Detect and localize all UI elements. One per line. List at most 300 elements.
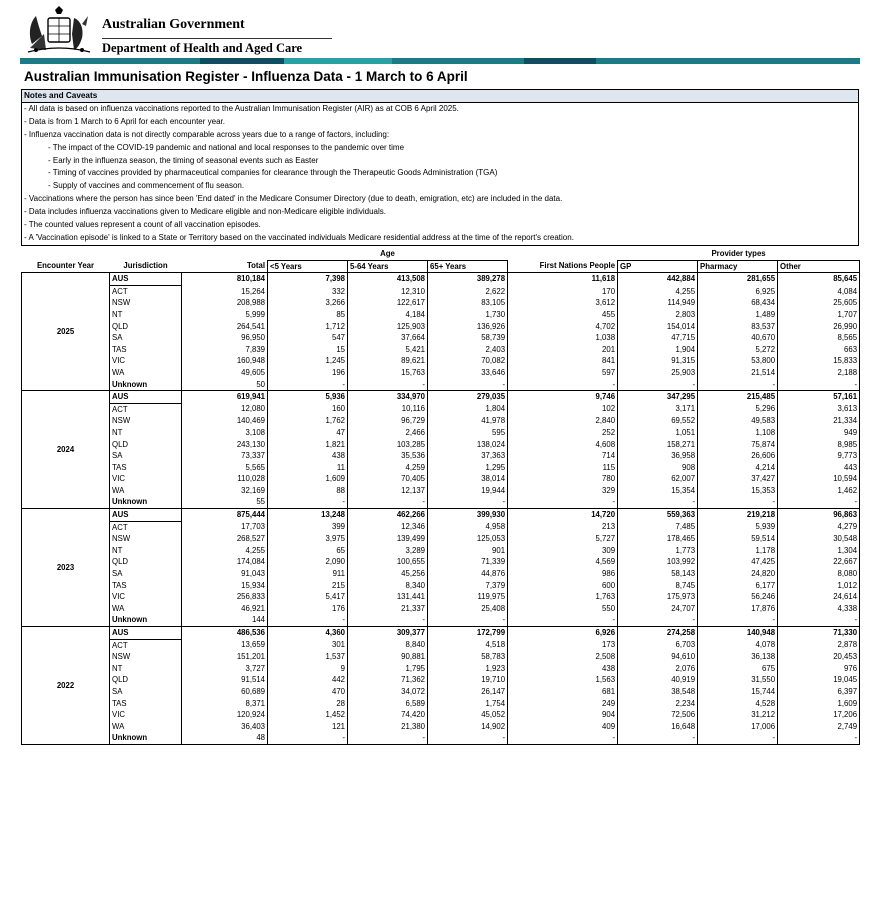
value-cell: 901 [428, 545, 508, 557]
table-row [22, 614, 860, 626]
value-cell: 125,903 [348, 321, 428, 333]
value-cell: 1,178 [698, 545, 778, 557]
jurisdiction-cell: ACT [112, 404, 128, 414]
table-row [22, 603, 860, 615]
value-cell: 1,563 [508, 674, 618, 686]
value-cell: 6,177 [698, 580, 778, 592]
note-line: - The counted values represent a count of all vaccination episodes. [24, 220, 261, 230]
value-cell: 14,720 [508, 509, 618, 522]
value-cell: 1,712 [268, 321, 348, 333]
value-cell: 8,080 [778, 568, 860, 580]
value-cell: - [428, 496, 508, 508]
jurisdiction-cell: Unknown [110, 496, 182, 508]
value-cell: - [698, 614, 778, 626]
table-row [22, 568, 860, 580]
value-cell: 256,833 [182, 591, 268, 603]
value-cell: 138,024 [428, 439, 508, 451]
jurisdiction-cell: TAS [112, 698, 127, 708]
table-row [22, 415, 860, 427]
value-cell: 976 [778, 663, 860, 675]
value-cell: 71,339 [428, 556, 508, 568]
table-row [22, 273, 860, 286]
note-line: - Data includes influenza vaccinations given to Medicare eligible and non-Medicare eligible individuals. [24, 207, 386, 217]
value-cell: 120,924 [182, 709, 268, 721]
value-cell: 37,664 [348, 332, 428, 344]
value-cell: 55 [182, 496, 268, 508]
value-cell: 334,970 [348, 391, 428, 404]
value-cell: 1,012 [778, 580, 860, 592]
value-cell: 12,346 [348, 521, 428, 533]
jurisdiction-cell: NSW [112, 416, 131, 426]
value-cell: 904 [508, 709, 618, 721]
value-cell: 4,279 [778, 521, 860, 533]
value-cell: 22,667 [778, 556, 860, 568]
value-cell: 17,876 [698, 603, 778, 615]
value-cell: 140,469 [182, 415, 268, 427]
table-row [22, 391, 860, 404]
value-cell: 619,941 [182, 391, 268, 404]
value-cell: - [348, 732, 428, 744]
value-cell: 1,609 [778, 698, 860, 710]
value-cell: 53,800 [698, 355, 778, 367]
value-cell: 91,514 [182, 674, 268, 686]
value-cell: 438 [268, 450, 348, 462]
value-cell: 19,045 [778, 674, 860, 686]
table-row [22, 580, 860, 592]
value-cell: 4,958 [428, 521, 508, 533]
value-cell: 15,763 [348, 367, 428, 379]
value-cell: 4,608 [508, 439, 618, 451]
value-cell: - [778, 379, 860, 391]
value-cell: 59,514 [698, 533, 778, 545]
value-cell: 1,295 [428, 462, 508, 474]
value-cell: 15,264 [182, 285, 268, 297]
encounter-year-cell: 2023 [22, 509, 110, 627]
value-cell: 8,371 [182, 698, 268, 710]
value-cell: 5,417 [268, 591, 348, 603]
value-cell: - [428, 732, 508, 744]
jurisdiction-cell: SA [112, 451, 123, 461]
value-cell: 25,408 [428, 603, 508, 615]
value-cell: 74,420 [348, 709, 428, 721]
value-cell: - [508, 379, 618, 391]
table-row [22, 309, 860, 321]
value-cell: 25,903 [618, 367, 698, 379]
value-cell: 7,485 [618, 521, 698, 533]
table-row [22, 556, 860, 568]
value-cell: 85 [268, 309, 348, 321]
value-cell: 9,746 [508, 391, 618, 404]
value-cell: 71,362 [348, 674, 428, 686]
value-cell: 174,084 [182, 556, 268, 568]
note-line: - All data is based on influenza vaccinations reported to the Australian Immunisation Register (AIR) as at COB 6 April 2025. [24, 104, 459, 113]
col-first-nations: First Nations People [508, 260, 618, 273]
value-cell: 90,881 [348, 651, 428, 663]
value-cell: 2,749 [778, 721, 860, 733]
value-cell: 663 [778, 344, 860, 356]
value-cell: 41,978 [428, 415, 508, 427]
value-cell: 986 [508, 568, 618, 580]
value-cell: 201 [508, 344, 618, 356]
value-cell: 75,874 [698, 439, 778, 451]
value-cell: - [268, 496, 348, 508]
value-cell: - [618, 379, 698, 391]
value-cell: 399,930 [428, 509, 508, 522]
value-cell: 110,028 [182, 473, 268, 485]
value-cell: 8,840 [348, 639, 428, 651]
table-row [22, 403, 860, 415]
jurisdiction-cell: WA [112, 721, 125, 731]
jurisdiction-cell: TAS [112, 580, 127, 590]
value-cell: 347,295 [618, 391, 698, 404]
value-cell: 26,147 [428, 686, 508, 698]
stripe-segment [392, 58, 524, 64]
value-cell: - [348, 496, 428, 508]
encounter-year-cell: 2024 [22, 391, 110, 509]
value-cell: 908 [618, 462, 698, 474]
jurisdiction-cell: QLD [112, 557, 129, 567]
value-cell: 144 [182, 614, 268, 626]
value-cell: 12,080 [182, 403, 268, 415]
value-cell: 332 [268, 285, 348, 297]
value-cell: 2,076 [618, 663, 698, 675]
value-cell: 215,485 [698, 391, 778, 404]
value-cell: 2,234 [618, 698, 698, 710]
department-name: Department of Health and Aged Care [102, 41, 303, 55]
value-cell: 38,548 [618, 686, 698, 698]
table-row [22, 450, 860, 462]
col-other: Other [778, 260, 860, 273]
jurisdiction-cell: NSW [112, 298, 131, 308]
table-row [22, 321, 860, 333]
stripe-segment [200, 58, 284, 64]
value-cell: 89,621 [348, 355, 428, 367]
value-cell: 24,614 [778, 591, 860, 603]
value-cell: 4,702 [508, 321, 618, 333]
col-jurisdiction: Jurisdiction [110, 260, 182, 273]
value-cell: 2,466 [348, 427, 428, 439]
value-cell: 72,506 [618, 709, 698, 721]
value-cell: 547 [268, 332, 348, 344]
col-encounter-year: Encounter Year [22, 260, 110, 273]
value-cell: 219,218 [698, 509, 778, 522]
col-pharmacy: Pharmacy [698, 260, 778, 273]
note-line: - Data is from 1 March to 6 April for each encounter year. [24, 116, 225, 126]
value-cell: 264,541 [182, 321, 268, 333]
value-cell: 4,078 [698, 639, 778, 651]
stripe-segment [20, 58, 200, 64]
value-cell: 1,108 [698, 427, 778, 439]
value-cell: 1,304 [778, 545, 860, 557]
value-cell: 19,710 [428, 674, 508, 686]
value-cell: 15,353 [698, 485, 778, 497]
value-cell: 83,537 [698, 321, 778, 333]
table-row [22, 627, 860, 640]
value-cell: 252 [508, 427, 618, 439]
jurisdiction-cell: TAS [112, 344, 127, 354]
stripe-segment [596, 58, 860, 64]
value-cell: 73,337 [182, 450, 268, 462]
value-cell: 281,655 [698, 273, 778, 286]
value-cell: 1,462 [778, 485, 860, 497]
value-cell: 15,934 [182, 580, 268, 592]
value-cell: 7,379 [428, 580, 508, 592]
value-cell: 13,248 [268, 509, 348, 522]
value-cell: 1,821 [268, 439, 348, 451]
value-cell: 58,143 [618, 568, 698, 580]
jurisdiction-cell: NT [112, 427, 123, 437]
value-cell: 8,340 [348, 580, 428, 592]
jurisdiction-cell: ACT [112, 286, 128, 296]
government-name: Australian Government [102, 17, 245, 32]
value-cell: 26,606 [698, 450, 778, 462]
value-cell: 4,360 [268, 627, 348, 640]
table-row [22, 297, 860, 309]
value-cell: 309,377 [348, 627, 428, 640]
value-cell: 681 [508, 686, 618, 698]
value-cell: 841 [508, 355, 618, 367]
value-cell: - [618, 496, 698, 508]
value-cell: 17,006 [698, 721, 778, 733]
table-row [22, 355, 860, 367]
value-cell: 1,537 [268, 651, 348, 663]
notes-heading: Notes and Caveats [22, 90, 858, 103]
value-cell: 559,363 [618, 509, 698, 522]
value-cell: 45,052 [428, 709, 508, 721]
note-line: - Vaccinations where the person has since been 'End dated' in the Medicare Consumer Directory (due to death, emigration, etc) are included in the data. [24, 194, 563, 204]
jurisdiction-cell: VIC [112, 474, 125, 484]
table-body [22, 273, 860, 745]
jurisdiction-cell: AUS [110, 627, 182, 640]
jurisdiction-cell: QLD [112, 321, 129, 331]
coat-of-arms-icon [22, 4, 96, 56]
value-cell: 36,958 [618, 450, 698, 462]
value-cell: 2,803 [618, 309, 698, 321]
value-cell: 443 [778, 462, 860, 474]
value-cell: 1,795 [348, 663, 428, 675]
value-cell: 13,659 [182, 639, 268, 651]
value-cell: 58,739 [428, 332, 508, 344]
value-cell: 11 [268, 462, 348, 474]
value-cell: 5,939 [698, 521, 778, 533]
value-cell: 85,645 [778, 273, 860, 286]
value-cell: - [778, 732, 860, 744]
value-cell: 17,703 [182, 521, 268, 533]
table-row [22, 285, 860, 297]
value-cell: 114,949 [618, 297, 698, 309]
value-cell: 196 [268, 367, 348, 379]
jurisdiction-cell: QLD [112, 439, 129, 449]
value-cell: 33,646 [428, 367, 508, 379]
value-cell: 140,948 [698, 627, 778, 640]
value-cell: 25,605 [778, 297, 860, 309]
value-cell: 780 [508, 473, 618, 485]
value-cell: 268,527 [182, 533, 268, 545]
jurisdiction-cell: SA [112, 333, 123, 343]
value-cell: - [778, 614, 860, 626]
value-cell: 1,773 [618, 545, 698, 557]
value-cell: 1,707 [778, 309, 860, 321]
value-cell: 4,518 [428, 639, 508, 651]
value-cell: 96,729 [348, 415, 428, 427]
value-cell: 21,380 [348, 721, 428, 733]
value-cell: 1,804 [428, 403, 508, 415]
value-cell: 595 [428, 427, 508, 439]
jurisdiction-cell: Unknown [110, 732, 182, 744]
note-line: - A 'Vaccination episode' is linked to a State or Territory based on the vaccinated individuals Medicare residential address at the time of the report's creation. [24, 232, 574, 242]
value-cell: - [698, 496, 778, 508]
note-line: - The impact of the COVID-19 pandemic and national and local responses to the pandemic over time [48, 142, 405, 152]
value-cell: 91,043 [182, 568, 268, 580]
jurisdiction-cell: QLD [112, 675, 129, 685]
value-cell: 102 [508, 403, 618, 415]
value-cell: 442,884 [618, 273, 698, 286]
value-cell: 1,038 [508, 332, 618, 344]
value-cell: - [778, 496, 860, 508]
value-cell: 96,863 [778, 509, 860, 522]
value-cell: 12,310 [348, 285, 428, 297]
stripe-segment [524, 58, 596, 64]
value-cell: 47,425 [698, 556, 778, 568]
value-cell: 38,014 [428, 473, 508, 485]
age-group-header: Age [268, 248, 508, 260]
column-header-row [22, 260, 860, 273]
value-cell: 151,201 [182, 651, 268, 663]
jurisdiction-cell: NT [112, 309, 123, 319]
value-cell: 1,762 [268, 415, 348, 427]
value-cell: 4,255 [618, 285, 698, 297]
value-cell: 597 [508, 367, 618, 379]
jurisdiction-cell: NT [112, 663, 123, 673]
value-cell: 4,084 [778, 285, 860, 297]
value-cell: 115 [508, 462, 618, 474]
value-cell: - [348, 379, 428, 391]
value-cell: 2,878 [778, 639, 860, 651]
value-cell: 4,528 [698, 698, 778, 710]
value-cell: 16,648 [618, 721, 698, 733]
table-row [22, 533, 860, 545]
value-cell: 36,138 [698, 651, 778, 663]
note-line: - Influenza vaccination data is not directly comparable across years due to a range of factors, including: [24, 129, 390, 139]
value-cell: 20,453 [778, 651, 860, 663]
value-cell: 3,289 [348, 545, 428, 557]
table-row [22, 439, 860, 451]
value-cell: 329 [508, 485, 618, 497]
value-cell: 243,130 [182, 439, 268, 451]
provider-group-header: Provider types [618, 248, 860, 260]
value-cell: 1,489 [698, 309, 778, 321]
value-cell: 160 [268, 403, 348, 415]
value-cell: - [428, 614, 508, 626]
jurisdiction-cell: NSW [112, 534, 131, 544]
jurisdiction-cell: SA [112, 686, 123, 696]
value-cell: 46,921 [182, 603, 268, 615]
value-cell: 28 [268, 698, 348, 710]
value-cell: - [508, 732, 618, 744]
table-row [22, 367, 860, 379]
value-cell: 15,744 [698, 686, 778, 698]
value-cell: 30,548 [778, 533, 860, 545]
value-cell: 11,618 [508, 273, 618, 286]
value-cell: - [508, 496, 618, 508]
value-cell: 94,610 [618, 651, 698, 663]
value-cell: 21,337 [348, 603, 428, 615]
value-cell: 5,296 [698, 403, 778, 415]
table-row [22, 591, 860, 603]
value-cell: 103,992 [618, 556, 698, 568]
value-cell: 50 [182, 379, 268, 391]
note-line: - Supply of vaccines and commencement of flu season. [48, 181, 245, 191]
notes-list [22, 103, 858, 245]
value-cell: 9 [268, 663, 348, 675]
value-cell: 47,715 [618, 332, 698, 344]
value-cell: 3,612 [508, 297, 618, 309]
notes-panel [21, 89, 859, 246]
value-cell: 122,617 [348, 297, 428, 309]
value-cell: 2,622 [428, 285, 508, 297]
value-cell: 213 [508, 521, 618, 533]
value-cell: 1,245 [268, 355, 348, 367]
value-cell: 1,904 [618, 344, 698, 356]
table-row [22, 674, 860, 686]
value-cell: 3,613 [778, 403, 860, 415]
table-row [22, 473, 860, 485]
col-under5: <5 Years [268, 260, 348, 273]
value-cell: 24,707 [618, 603, 698, 615]
value-cell: 413,508 [348, 273, 428, 286]
value-cell: 56,246 [698, 591, 778, 603]
table-row [22, 663, 860, 675]
jurisdiction-cell: SA [112, 569, 123, 579]
value-cell: 37,363 [428, 450, 508, 462]
header [20, 4, 860, 60]
value-cell: 49,583 [698, 415, 778, 427]
value-cell: 2,090 [268, 556, 348, 568]
value-cell: 96,950 [182, 332, 268, 344]
value-cell: 4,184 [348, 309, 428, 321]
value-cell: - [508, 614, 618, 626]
value-cell: 274,258 [618, 627, 698, 640]
value-cell: 48 [182, 732, 268, 744]
value-cell: 309 [508, 545, 618, 557]
value-cell: 176 [268, 603, 348, 615]
value-cell: - [268, 732, 348, 744]
value-cell: 3,266 [268, 297, 348, 309]
jurisdiction-cell: ACT [112, 522, 128, 532]
page-title: Australian Immunisation Register - Influenza Data - 1 March to 6 April [24, 69, 468, 84]
table-row [22, 521, 860, 533]
value-cell: 4,569 [508, 556, 618, 568]
jurisdiction-cell: AUS [110, 509, 182, 522]
value-cell: 24,820 [698, 568, 778, 580]
value-cell: 399 [268, 521, 348, 533]
value-cell: 69,552 [618, 415, 698, 427]
value-cell: - [698, 379, 778, 391]
value-cell: 550 [508, 603, 618, 615]
jurisdiction-cell: Unknown [110, 379, 182, 391]
col-gp: GP [618, 260, 698, 273]
value-cell: 6,703 [618, 639, 698, 651]
value-cell: - [618, 614, 698, 626]
jurisdiction-cell: VIC [112, 356, 125, 366]
value-cell: 455 [508, 309, 618, 321]
encounter-year-cell: 2025 [22, 273, 110, 391]
table-row [22, 485, 860, 497]
value-cell: 8,745 [618, 580, 698, 592]
value-cell: 136,926 [428, 321, 508, 333]
table-row [22, 686, 860, 698]
jurisdiction-cell: WA [112, 367, 125, 377]
